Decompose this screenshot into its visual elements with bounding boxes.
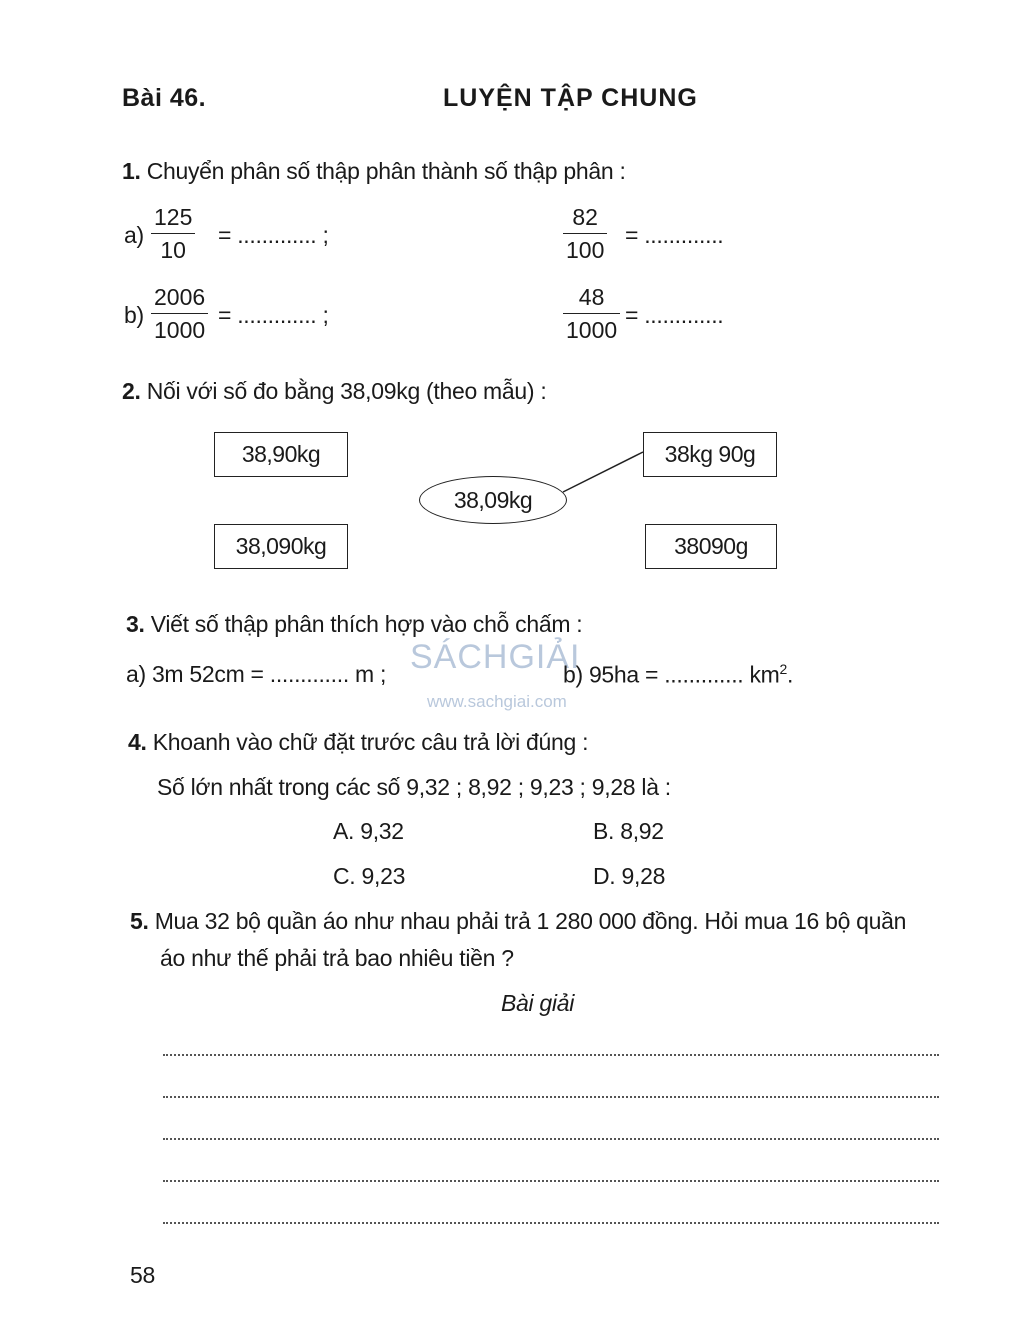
measure-box-38-90kg[interactable]: 38,90kg bbox=[214, 432, 348, 477]
fraction-denominator: 10 bbox=[160, 237, 186, 263]
page-title: LUYỆN TẬP CHUNG bbox=[443, 84, 698, 112]
exercise-5-line-1: Mua 32 bộ quần áo như nhau phải trả 1 280 000 đồng. Hỏi mua 16 bộ quần bbox=[154, 908, 907, 934]
exercise-2-number: 2. bbox=[122, 378, 141, 404]
fraction-numerator: 125 bbox=[154, 204, 193, 230]
answer-blank[interactable]: = ............. bbox=[625, 222, 724, 248]
exercise-2-prompt: Nối với số đo bằng 38,09kg (theo mẫu) : bbox=[146, 378, 547, 404]
exercise-4 bbox=[128, 729, 588, 756]
q3-part-b[interactable] bbox=[563, 661, 793, 689]
answer-blank[interactable]: = ............. ; bbox=[218, 222, 329, 248]
watermark-url: www.sachgiai.com bbox=[427, 692, 567, 711]
exercise-5-number: 5. bbox=[130, 908, 149, 934]
watermark-logo: SÁCHGIẢI bbox=[410, 638, 581, 676]
q1-b-label: b) bbox=[124, 302, 144, 328]
answer-line[interactable] bbox=[163, 1096, 939, 1098]
q3-part-b-text: b) 95ha = ............. km bbox=[563, 661, 780, 688]
exercise-5-line-2: áo như thế phải trả bao nhiêu tiền ? bbox=[160, 945, 514, 971]
option-a[interactable]: A. 9,32 bbox=[333, 818, 404, 844]
exercise-3-prompt: Viết số thập phân thích hợp vào chỗ chấm : bbox=[150, 611, 583, 637]
solution-label: Bài giải bbox=[501, 990, 575, 1016]
lesson-number: Bài 46. bbox=[122, 84, 207, 112]
answer-line[interactable] bbox=[163, 1138, 939, 1140]
exercise-3-number: 3. bbox=[126, 611, 145, 637]
fraction-denominator: 100 bbox=[566, 237, 605, 263]
answer-line[interactable] bbox=[163, 1180, 939, 1182]
measure-box-38kg-90g[interactable]: 38kg 90g bbox=[643, 432, 777, 477]
option-b[interactable]: B. 8,92 bbox=[593, 818, 664, 844]
exercise-1-prompt: Chuyển phân số thập phân thành số thập phân : bbox=[146, 158, 626, 184]
exercise-3 bbox=[126, 611, 582, 638]
fraction-denominator: 1000 bbox=[154, 317, 206, 343]
option-d[interactable]: D. 9,28 bbox=[593, 863, 666, 889]
exercise-4-prompt: Khoanh vào chữ đặt trước câu trả lời đúng : bbox=[152, 729, 589, 755]
exercise-4-number: 4. bbox=[128, 729, 147, 755]
q1-a-label: a) bbox=[124, 222, 144, 248]
answer-blank[interactable]: = ............. bbox=[625, 302, 724, 328]
page-number: 58 bbox=[130, 1262, 155, 1288]
answer-line[interactable] bbox=[163, 1054, 939, 1056]
measure-box-38090g[interactable]: 38090g bbox=[645, 524, 777, 569]
fraction-numerator: 82 bbox=[572, 204, 598, 230]
fraction-numerator: 48 bbox=[578, 284, 605, 310]
exercise-1-number: 1. bbox=[122, 158, 141, 184]
q3-part-a[interactable]: a) 3m 52cm = ............. m ; bbox=[126, 661, 387, 687]
fraction-denominator: 1000 bbox=[566, 317, 618, 343]
fraction-numerator: 2006 bbox=[154, 284, 206, 310]
q3-part-b-end: . bbox=[787, 661, 794, 688]
answer-line[interactable] bbox=[163, 1222, 939, 1224]
measure-box-38-090kg[interactable]: 38,090kg bbox=[214, 524, 348, 569]
answer-blank[interactable]: = ............. ; bbox=[218, 302, 329, 328]
option-c[interactable]: C. 9,23 bbox=[333, 863, 406, 889]
exercise-5 bbox=[130, 908, 906, 935]
superscript-2: 2 bbox=[779, 661, 788, 677]
exercise-4-question: Số lớn nhất trong các số 9,32 ; 8,92 ; 9,23 ; 9,28 là : bbox=[157, 774, 671, 800]
center-measure-oval: 38,09kg bbox=[419, 476, 567, 524]
